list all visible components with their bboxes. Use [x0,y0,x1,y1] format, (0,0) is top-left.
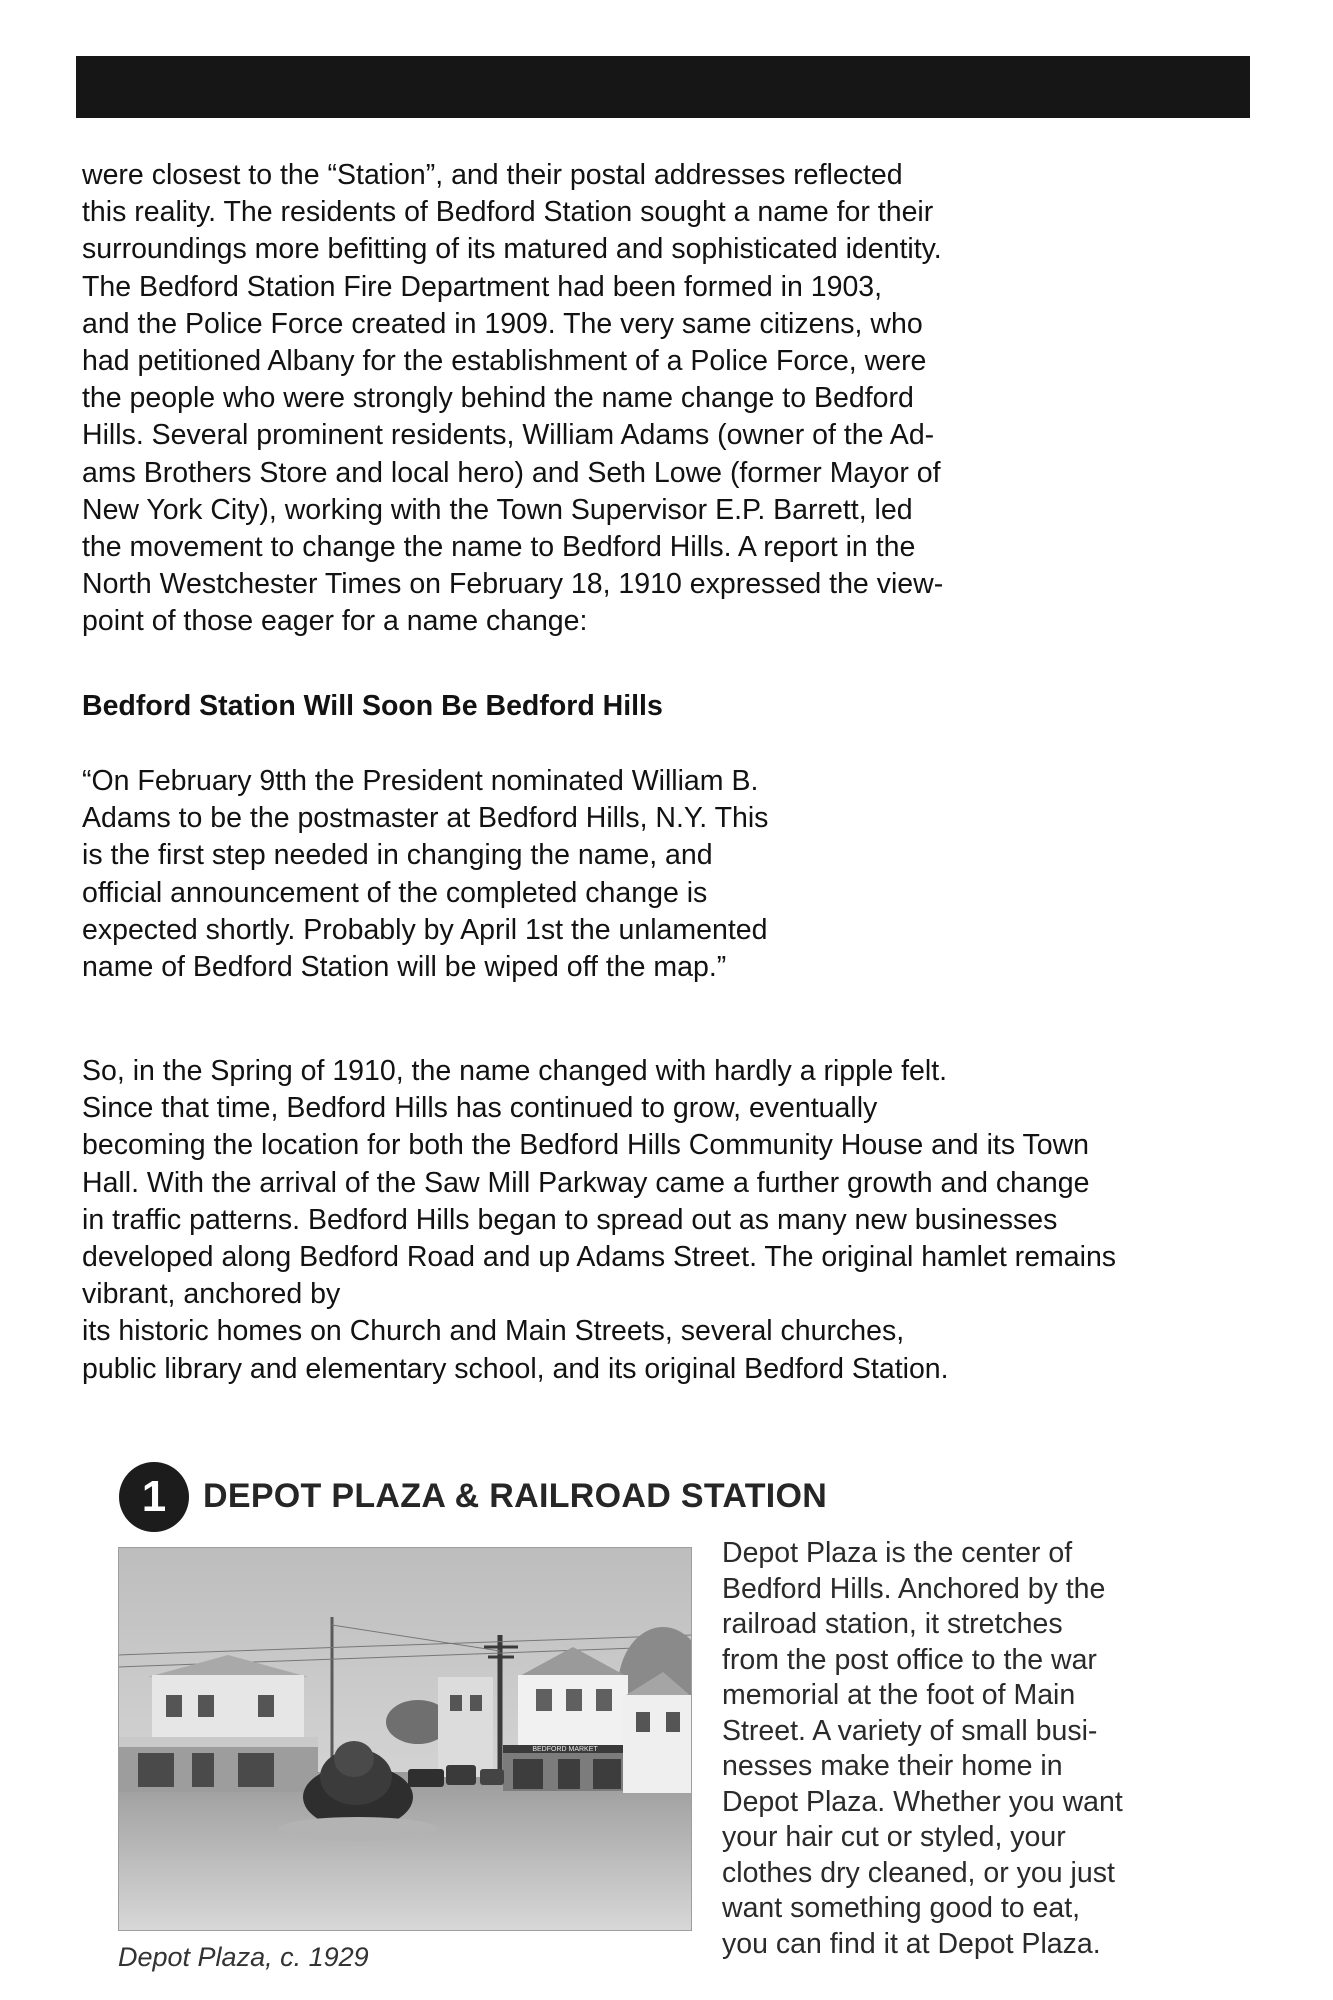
paragraph-line: in traffic patterns. Bedford Hills began to spread out as many new businesses [82,1203,1058,1236]
quote-line: expected shortly. Probably by April 1st the unlamented [82,913,768,946]
paragraph-line: this reality. The residents of Bedford Station sought a name for their [82,196,934,229]
paragraph-line: the people who were strongly behind the name change to Bedford [82,382,914,415]
description-line: nesses make their home in [722,1750,1063,1782]
quote-line: “On February 9tth the President nominated William B. [82,765,759,797]
paragraph-line: vibrant, anchored by [82,1278,341,1311]
svg-text:BEDFORD MARKET: BEDFORD MARKET [532,1746,598,1753]
paragraph-line: the movement to change the name to Bedford Hills. A report in the [82,531,916,564]
description-line: clothes dry cleaned, or you just [722,1856,1115,1889]
description-line: your hair cut or styled, your [722,1821,1066,1853]
paragraph-line: The Bedford Station Fire Department had been formed in 1903, [82,270,883,303]
history-paragraph [82,157,943,641]
quote-line: name of Bedford Station will be wiped off the map.” [82,951,727,984]
quote-line: official announcement of the completed change is [82,876,708,909]
quote-line: is the first step needed in changing the name, and [82,839,713,872]
description-line: Depot Plaza is the center of [722,1537,1073,1569]
paragraph-line: North Westchester Times on February 18, 1910 expressed the view- [82,568,944,601]
paragraph-line: Since that time, Bedford Hills has continued to grow, eventually [82,1092,878,1125]
depot-plaza-section [0,1450,1333,1990]
description-line: Bedford Hills. Anchored by the [722,1572,1106,1605]
description-line: you can find it at Depot Plaza. [722,1927,1101,1960]
news-quote [82,763,768,986]
paragraph-line: its historic homes on Church and Main Streets, several churches, [82,1315,905,1348]
depot-plaza-photo [118,1547,692,1931]
paragraph-line: had petitioned Albany for the establishment of a Police Force, were [82,345,927,378]
description-line: memorial at the foot of Main [722,1679,1076,1711]
paragraph-line: point of those eager for a name change: [82,605,588,638]
paragraph-line: public library and elementary school, and its original Bedford Station. [82,1352,949,1385]
section-title: DEPOT PLAZA & RAILROAD STATION [203,1477,828,1515]
paragraph-line: So, in the Spring of 1910, the name changed with hardly a ripple felt. [82,1055,948,1087]
news-headline: Bedford Station Will Soon Be Bedford Hills [82,690,663,722]
growth-paragraph [82,1053,1116,1388]
paragraph-line: becoming the location for both the Bedford Hills Community House and its Town [82,1129,1090,1162]
description-line: want something good to eat, [722,1892,1081,1924]
paragraph-line: and the Police Force created in 1909. The very same citizens, who [82,307,923,340]
paragraph-line: were closest to the “Station”, and their postal addresses reflected [82,159,903,191]
paragraph-line: ams Brothers Store and local hero) and Seth Lowe (former Mayor of [82,456,941,489]
paragraph-line: Hills. Several prominent residents, William Adams (owner of the Ad- [82,419,935,452]
description-line: Depot Plaza. Whether you want [722,1785,1123,1818]
paragraph-line: surroundings more befitting of its matured and sophisticated identity. [82,233,942,266]
paragraph-line: Hall. With the arrival of the Saw Mill Parkway came a further growth and change [82,1166,1090,1199]
description-line: railroad station, it stretches [722,1608,1063,1640]
quote-line: Adams to be the postmaster at Bedford Hills, N.Y. This [82,802,769,835]
section-description [722,1536,1123,1962]
description-line: from the post office to the war [722,1643,1097,1676]
paragraph-line: developed along Bedford Road and up Adams Street. The original hamlet remains [82,1241,1117,1274]
description-line: Street. A variety of small busi- [722,1714,1098,1747]
top-bar [76,56,1250,118]
section-number-badge: 1 [119,1462,189,1532]
paragraph-line: New York City), working with the Town Supervisor E.P. Barrett, led [82,493,913,526]
photo-caption: Depot Plaza, c. 1929 [118,1942,369,1972]
